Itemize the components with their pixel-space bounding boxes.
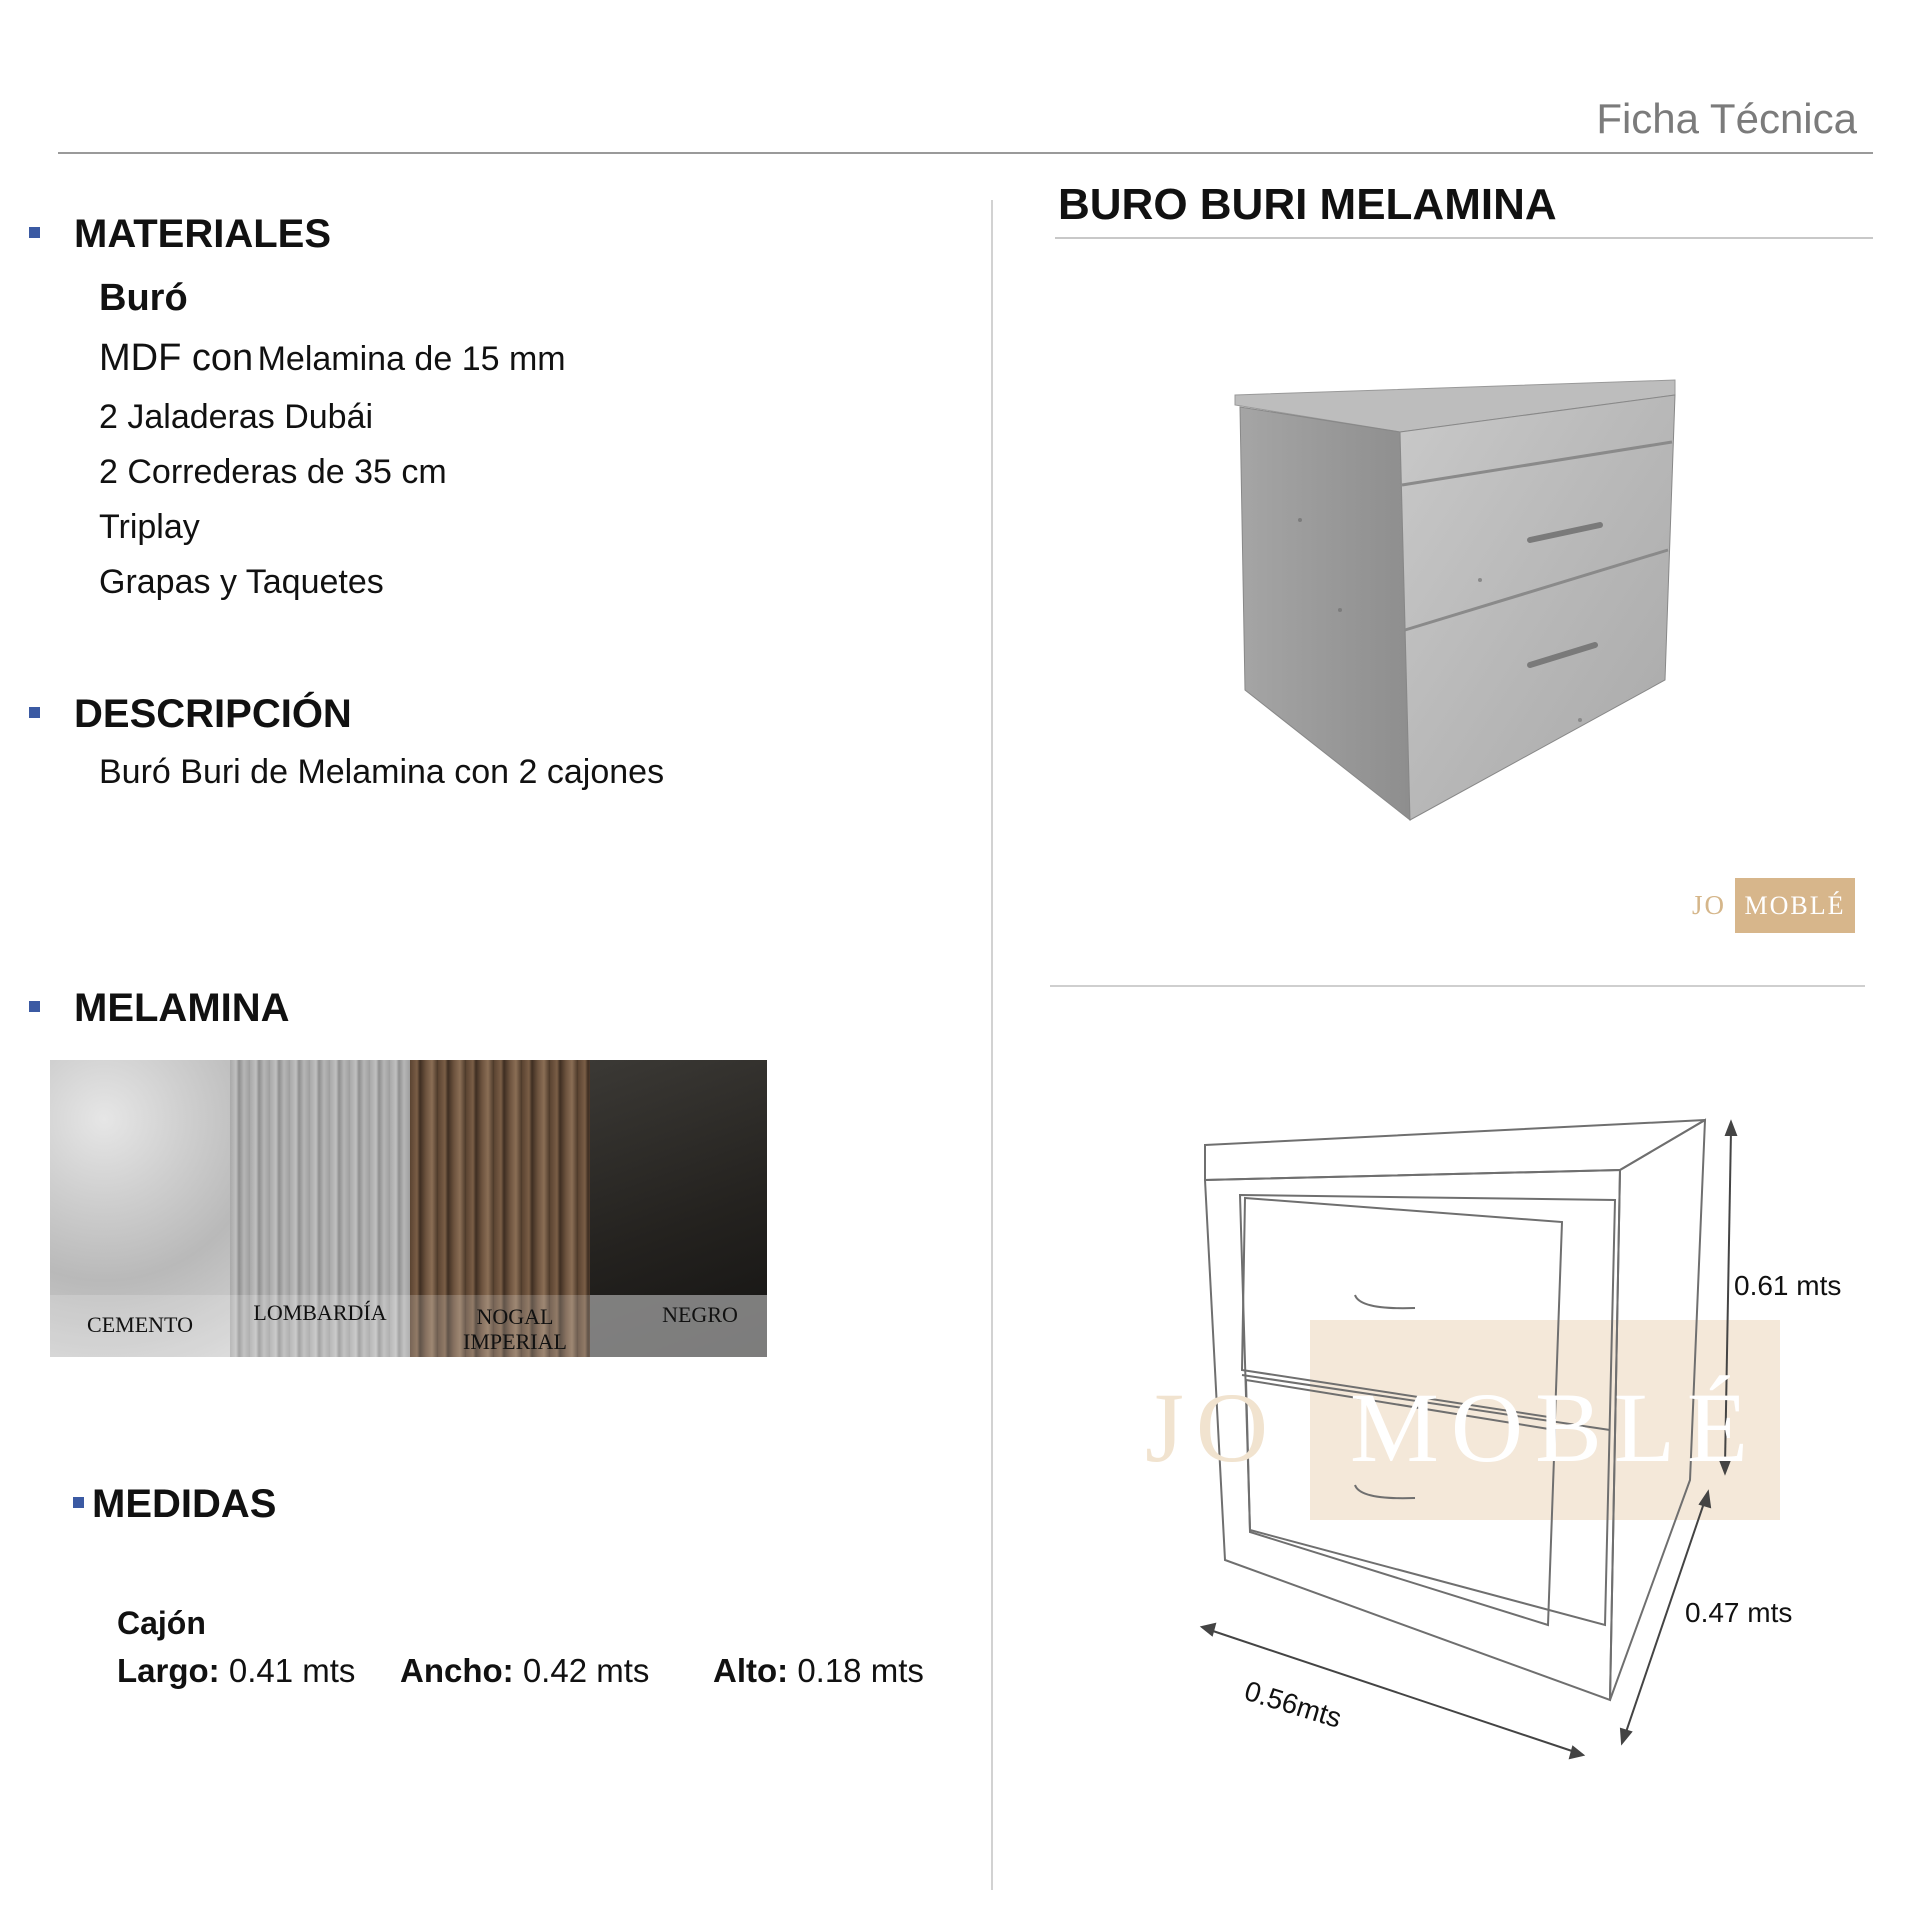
product-photo	[1220, 370, 1700, 840]
medidas-largo	[117, 1652, 355, 1690]
width-dimension-label: 0.56mts	[1240, 1675, 1346, 1734]
swatch-label: NEGRO	[662, 1302, 738, 1327]
swatch-negro	[590, 1060, 767, 1357]
largo-label: Largo:	[117, 1652, 220, 1689]
swatch-lombardia	[230, 1060, 410, 1357]
ancho-label: Ancho:	[400, 1652, 514, 1689]
product-title-underline	[1055, 237, 1873, 239]
materiales-line-mdf	[99, 337, 566, 380]
materiales-item: Triplay	[99, 508, 200, 546]
document-title: Ficha Técnica	[1596, 95, 1857, 142]
melamina-heading: MELAMINA	[74, 986, 290, 1030]
alto-label: Alto:	[713, 1652, 789, 1689]
materiales-item: 2 Jaladeras Dubái	[99, 398, 374, 436]
melamina-bullet-icon	[29, 1001, 40, 1012]
materiales-subheading: Buró	[99, 277, 188, 319]
brand-logo-right: MOBLÉ	[1735, 878, 1855, 933]
materiales-bullet-icon	[29, 227, 40, 238]
height-dimension-label: 0.61 mts	[1734, 1270, 1842, 1301]
brand-logo-left: JO	[1691, 890, 1726, 920]
depth-dimension-label: 0.47 mts	[1685, 1597, 1793, 1628]
swatch-nogal-imperial	[410, 1060, 590, 1357]
alto-value: 0.18 mts	[797, 1652, 924, 1689]
medidas-heading: MEDIDAS	[92, 1482, 277, 1526]
largo-value: 0.41 mts	[228, 1652, 356, 1689]
descripcion-bullet-icon	[29, 707, 40, 718]
swatch-label: CEMENTO	[87, 1312, 193, 1337]
watermark-right: MOBLÉ	[1350, 1372, 1760, 1483]
mdf-text: MDF con	[99, 337, 254, 379]
descripcion-text: Buró Buri de Melamina con 2 cajones	[99, 753, 665, 791]
materiales-heading: MATERIALES	[74, 212, 332, 256]
column-divider	[991, 200, 993, 1890]
product-title: BURO BURI MELAMINA	[1058, 180, 1557, 229]
swatch-label: LOMBARDÍA	[253, 1300, 387, 1325]
swatch-label: IMPERIAL	[463, 1329, 567, 1354]
medidas-ancho	[400, 1652, 649, 1690]
medidas-alto	[713, 1652, 924, 1690]
materiales-item: 2 Correderas de 35 cm	[99, 453, 447, 491]
medidas-bullet-icon	[73, 1497, 84, 1508]
watermark-left: JO	[1145, 1372, 1281, 1483]
medidas-subheading: Cajón	[117, 1605, 206, 1641]
header-divider	[58, 152, 1873, 154]
materiales-item: Grapas y Taquetes	[99, 563, 384, 601]
descripcion-heading: DESCRIPCIÓN	[74, 692, 352, 736]
melamina-thickness-text: Melamina de 15 mm	[257, 340, 566, 378]
section-divider	[1050, 985, 1865, 987]
ancho-value: 0.42 mts	[522, 1652, 650, 1689]
swatch-cemento	[50, 1060, 230, 1357]
swatch-label: NOGAL	[476, 1304, 554, 1329]
